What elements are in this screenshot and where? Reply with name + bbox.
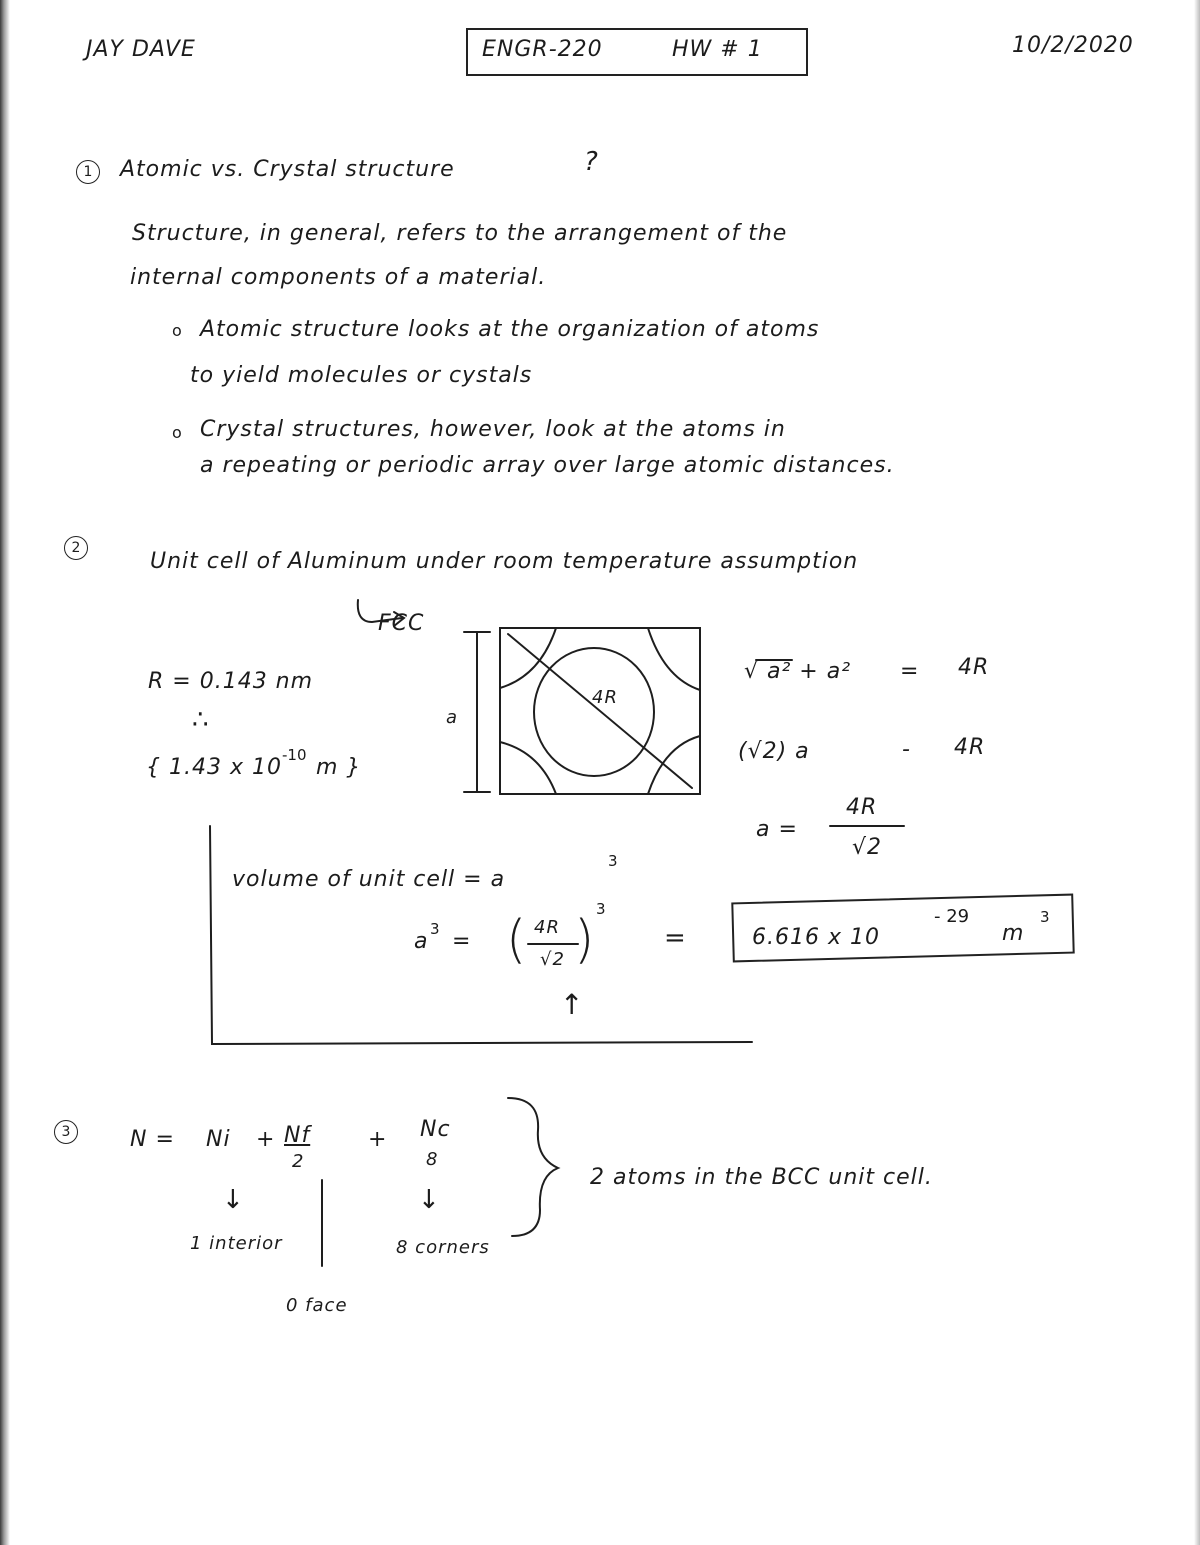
label-face: 0 face (286, 1295, 348, 1316)
bullet-1-marker: o (172, 321, 182, 340)
equation-2-left: (√2) a (738, 739, 810, 764)
equation-1-left: √ a² + a² (744, 659, 852, 684)
calc-denominator: √2 (540, 949, 565, 970)
q1-bullet-2-line-1: Crystal structures, however, look at the atoms in (200, 417, 786, 442)
q1-bullet-1-line-1: Atomic structure looks at the organization of atoms (200, 317, 820, 342)
equation-2-right: 4R (954, 735, 986, 760)
formula-plus-1: + (256, 1127, 276, 1152)
volume-result-unit: m (1002, 921, 1025, 946)
q1-text-line-1: Structure, in general, refers to the arrangement of the (132, 221, 788, 246)
volume-definition: volume of unit cell = a (232, 867, 506, 892)
volume-exponent: 3 (608, 852, 618, 870)
student-name: JAY DAVE (86, 37, 196, 62)
formula-nc: Nc (420, 1117, 451, 1142)
calc-equals: = (452, 929, 472, 954)
formula-nf-denominator: 2 (292, 1151, 305, 1172)
q1-text-line-2: internal components of a material. (130, 265, 547, 290)
question-1-title: Atomic vs. Crystal structure (120, 157, 455, 182)
calc-exponent: 3 (596, 900, 606, 918)
structure-fcc-label: FCC (378, 611, 425, 636)
right-paren: ) (574, 910, 595, 970)
label-interior: 1 interior (190, 1233, 283, 1254)
homework-number: HW # 1 (672, 37, 763, 62)
calc-numerator: 4R (534, 917, 560, 938)
radius-in-meters: { 1.43 x 10 (146, 755, 282, 780)
calc-equals-2: = (664, 923, 687, 953)
calc-left-exponent: 3 (430, 920, 440, 938)
arrow-interior: ↓ (222, 1185, 245, 1215)
formula-nc-denominator: 8 (426, 1149, 439, 1170)
label-corners: 8 corners (396, 1237, 490, 1258)
question-3-number: 3 (54, 1120, 78, 1144)
course-code: ENGR-220 (482, 37, 603, 62)
equation-3-numerator: 4R (846, 795, 878, 820)
formula-plus-2: + (368, 1127, 388, 1152)
volume-result: 6.616 x 10 (752, 925, 880, 950)
radius-unit: m } (316, 755, 362, 780)
equation-3-denominator: √2 (852, 835, 883, 860)
volume-result-unit-exponent: 3 (1040, 908, 1050, 926)
atomic-radius: R = 0.143 nm (148, 669, 314, 694)
formula-ni: Ni (206, 1127, 231, 1152)
arrow-corners: ↓ (418, 1185, 441, 1215)
formula-nf: Nf (284, 1123, 311, 1148)
question-2-number: 2 (64, 536, 88, 560)
q1-bullet-2-line-2: a repeating or periodic array over large atomic distances. (200, 453, 895, 478)
therefore-symbol: ∴ (192, 705, 209, 735)
volume-result-exponent: - 29 (934, 906, 970, 927)
calc-left: a (414, 929, 429, 954)
equation-1-equals: = (900, 659, 920, 684)
date: 10/2/2020 (1012, 33, 1134, 58)
equation-2-operator: - (902, 737, 911, 762)
question-1-mark: ? (584, 147, 599, 177)
calc-up-arrow: ↑ (560, 988, 585, 1021)
equation-1-right: 4R (958, 655, 990, 680)
diagram-diagonal-label: 4R (592, 687, 618, 708)
question-3-result: 2 atoms in the BCC unit cell. (590, 1165, 933, 1190)
diagram-side-label: a (446, 707, 459, 728)
question-2-heading: Unit cell of Aluminum under room temperature assumption (150, 549, 859, 574)
question-1-number: 1 (76, 160, 100, 184)
q1-bullet-1-line-2: to yield molecules or cystals (190, 363, 533, 388)
formula-n: N = (130, 1127, 175, 1152)
left-paren: ( (506, 910, 527, 970)
bullet-2-marker: o (172, 423, 182, 442)
radius-exponent: -10 (282, 746, 307, 764)
equation-3-left: a = (756, 817, 798, 842)
